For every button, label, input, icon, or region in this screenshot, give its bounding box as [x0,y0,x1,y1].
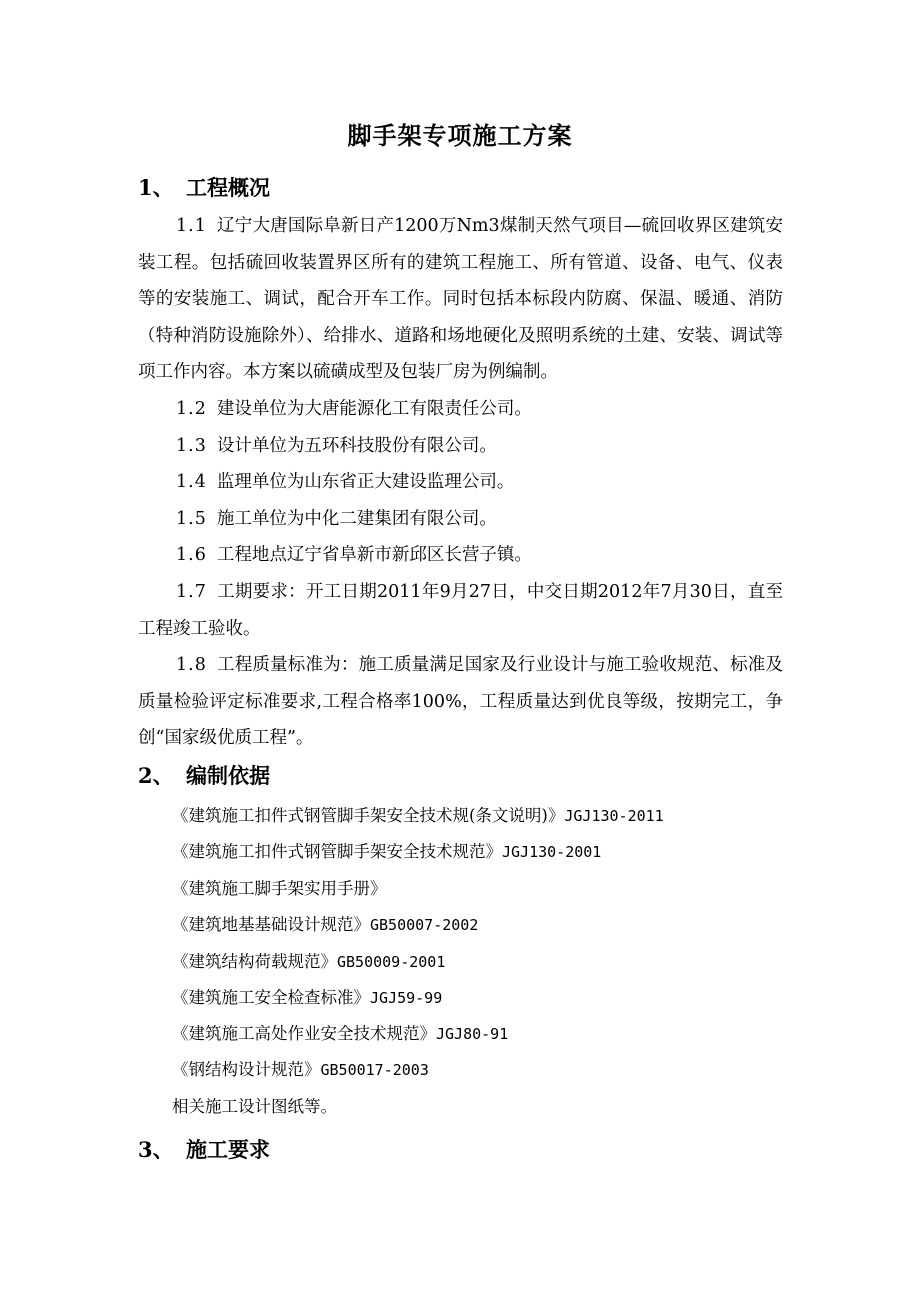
paragraph-text: 设计单位为五环科技股份有限公司。 [216,436,497,456]
overview-paragraph [138,428,783,465]
section-number: 2、 [138,763,174,788]
section-title: 编制依据 [186,763,270,788]
reference-name: 相关施工设计图纸等。 [172,1097,337,1116]
overview-paragraph [138,208,783,391]
paragraph-text: 建设单位为大唐能源化工有限责任公司。 [216,399,532,419]
reference-name: 《建筑施工脚手架实用手册》 [172,879,387,898]
reference-code: GB50007-2002 [370,916,479,934]
paragraph-text: 辽宁大唐国际阜新日产1200万Nm3煤制天然气项目—硫回收界区建筑安装工程。包括硫回收装置界区所有的建筑工程施工、所有管道、设备、电气、仪表等的安装施工、调试，配合开车工作。同时包括本标段内防腐、保温、暖通、消防（特种消防设施除外）、给排水、道路和场地硬化及照明系统的土建、安装、调试等项工作内容。本方案以硫磺成型及包装厂房为例编制。 [138,216,783,382]
overview-paragraph [138,501,783,538]
section-number: 1、 [138,175,174,200]
reference-name: 《建筑结构荷载规范》 [172,952,337,971]
paragraph-number: 1.5 [176,509,207,529]
overview-paragraph [138,537,783,574]
reference-name: 《建筑施工高处作业安全技术规范》 [172,1024,436,1043]
reference-item [172,980,442,1016]
reference-code: GB50017-2003 [320,1061,429,1079]
reference-name: 《建筑施工安全检查标准》 [172,988,370,1007]
paragraph-number: 1.6 [176,545,207,565]
paragraph-text: 施工单位为中化二建集团有限公司。 [216,509,497,529]
section-number: 3、 [138,1137,174,1162]
reference-code: JGJ130-2011 [564,807,664,825]
overview-paragraph [138,574,783,647]
paragraph-text: 工程质量标准为：施工质量满足国家及行业设计与施工验收规范、标准及质量检验评定标准要求,工程合格率100%，工程质量达到优良等级，按期完工，争创“国家级优质工程”。 [138,655,783,748]
reference-code: JGJ130-2001 [502,843,602,861]
reference-item [172,834,601,870]
reference-item [172,798,664,834]
reference-code: JGJ59-99 [370,989,443,1007]
reference-item [172,871,387,907]
overview-paragraph [138,391,783,428]
paragraph-number: 1.2 [176,399,207,419]
reference-code: GB50009-2001 [337,953,446,971]
paragraph-number: 1.8 [176,655,207,675]
overview-paragraph [138,464,783,501]
paragraph-number: 1.3 [176,436,207,456]
section-title: 工程概况 [186,175,270,200]
paragraph-number: 1.7 [176,582,207,602]
reference-item [172,1016,508,1052]
reference-name: 《建筑地基基础设计规范》 [172,915,370,934]
reference-name: 《钢结构设计规范》 [172,1060,321,1079]
reference-item [172,907,478,943]
paragraph-number: 1.4 [176,472,207,492]
paragraph-text: 工期要求：开工日期2011年9月27日，中交日期2012年7月30日，直至工程竣工验收。 [138,582,783,639]
paragraph-text: 监理单位为山东省正大建设监理公司。 [216,472,515,492]
section-heading-requirements [138,1132,270,1168]
paragraph-text: 工程地点辽宁省阜新市新邱区长营子镇。 [216,545,532,565]
overview-paragraph [138,647,783,757]
reference-item [172,1089,337,1125]
section-title: 施工要求 [186,1137,270,1162]
reference-item [172,1052,429,1088]
section-heading-basis [138,758,270,794]
reference-name: 《建筑施工扣件式钢管脚手架安全技术规(条文说明)》 [172,806,565,825]
paragraph-number: 1.1 [176,216,207,236]
reference-item [172,944,445,980]
reference-name: 《建筑施工扣件式钢管脚手架安全技术规范》 [172,842,502,861]
section-heading-overview [138,170,270,206]
reference-code: JGJ80-91 [436,1025,509,1043]
document-title: 脚手架专项施工方案 [347,121,573,150]
